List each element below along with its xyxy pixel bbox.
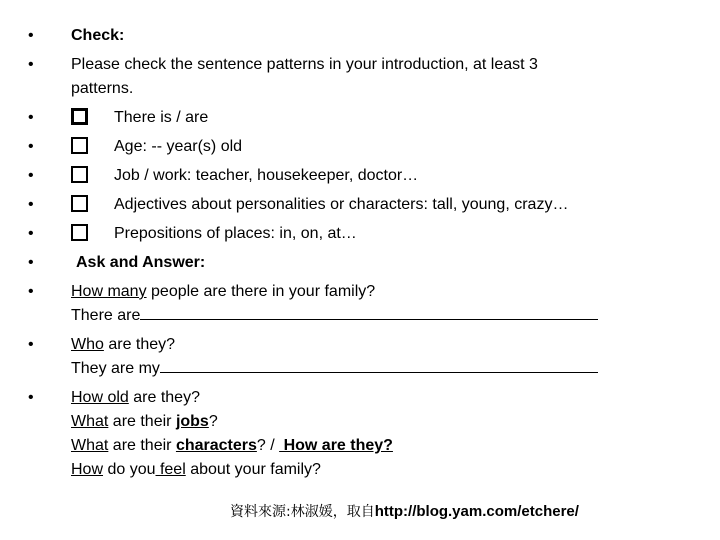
keyword-underlined: feel xyxy=(155,461,186,478)
checkbox-icon[interactable] xyxy=(71,224,88,241)
option-text: Adjectives about personalities or characters: tall, young, crazy… xyxy=(114,196,569,213)
keyword-underlined: characters xyxy=(175,437,257,454)
bullet-icon: • xyxy=(28,27,34,44)
list-item-ask-answer xyxy=(28,251,688,275)
source-url[interactable]: http://blog.yam.com/etchere/ xyxy=(374,503,579,520)
ask-answer-heading: Ask and Answer: xyxy=(76,254,206,271)
bullet-icon: • xyxy=(28,283,34,300)
checkbox-icon[interactable] xyxy=(71,137,88,154)
question-text: about your family? xyxy=(185,461,321,478)
question-text: are they? xyxy=(128,389,200,406)
bullet-icon: • xyxy=(28,196,34,213)
source-credit xyxy=(230,501,579,523)
list-item-question-how-many xyxy=(28,280,688,328)
instruction-text-line1: Please check the sentence patterns in your introduction, at least 3 xyxy=(71,56,538,73)
keyword-underlined: Who xyxy=(71,336,104,353)
question-text: ? xyxy=(208,413,218,430)
list-item-instruction xyxy=(28,53,688,101)
answer-blank-line[interactable] xyxy=(160,358,598,373)
list-item-option-prepositions xyxy=(28,222,688,246)
keyword-underlined: What xyxy=(71,413,109,430)
source-prefix: 資料來源:林淑媛，取自 xyxy=(230,504,375,520)
list-item-option-adjectives xyxy=(28,193,688,217)
option-text: Age: -- year(s) old xyxy=(114,138,243,155)
question-text: people are there in your family? xyxy=(146,283,376,300)
keyword-underlined: How xyxy=(71,461,104,478)
bullet-icon: • xyxy=(28,389,34,406)
list-item-check xyxy=(28,24,688,48)
bullet-list xyxy=(28,24,688,487)
bullet-icon: • xyxy=(28,254,34,271)
keyword-underlined: How are they? xyxy=(279,437,393,454)
checkbox-icon[interactable] xyxy=(71,166,88,183)
checkbox-icon[interactable] xyxy=(71,108,88,125)
question-text: ? / xyxy=(256,437,280,454)
question-text: are their xyxy=(108,413,176,430)
list-item-question-how-old xyxy=(28,386,688,482)
keyword-underlined: How many xyxy=(71,283,147,300)
option-text: There is / are xyxy=(114,109,209,126)
answer-prompt: There are xyxy=(71,307,141,324)
answer-blank-line[interactable] xyxy=(140,305,598,320)
check-heading: Check: xyxy=(71,27,125,44)
question-text: are they? xyxy=(103,336,176,353)
list-item-option-age xyxy=(28,135,688,159)
bullet-icon: • xyxy=(28,56,34,73)
question-text: do you xyxy=(103,461,156,478)
keyword-underlined: How old xyxy=(71,389,129,406)
option-text: Prepositions of places: in, on, at… xyxy=(114,225,357,242)
bullet-icon: • xyxy=(28,109,34,126)
list-item-option-job xyxy=(28,164,688,188)
instruction-text-line2: patterns. xyxy=(71,80,134,97)
bullet-icon: • xyxy=(28,138,34,155)
question-text: are their xyxy=(108,437,176,454)
bullet-icon: • xyxy=(28,167,34,184)
option-text: Job / work: teacher, housekeeper, doctor… xyxy=(114,167,419,184)
keyword-underlined: What xyxy=(71,437,109,454)
checkbox-icon[interactable] xyxy=(71,195,88,212)
answer-prompt: They are my xyxy=(71,360,160,377)
list-item-question-who xyxy=(28,333,688,381)
bullet-icon: • xyxy=(28,336,34,353)
keyword-underlined: jobs xyxy=(175,413,209,430)
bullet-icon: • xyxy=(28,225,34,242)
list-item-option-there-is xyxy=(28,106,688,130)
